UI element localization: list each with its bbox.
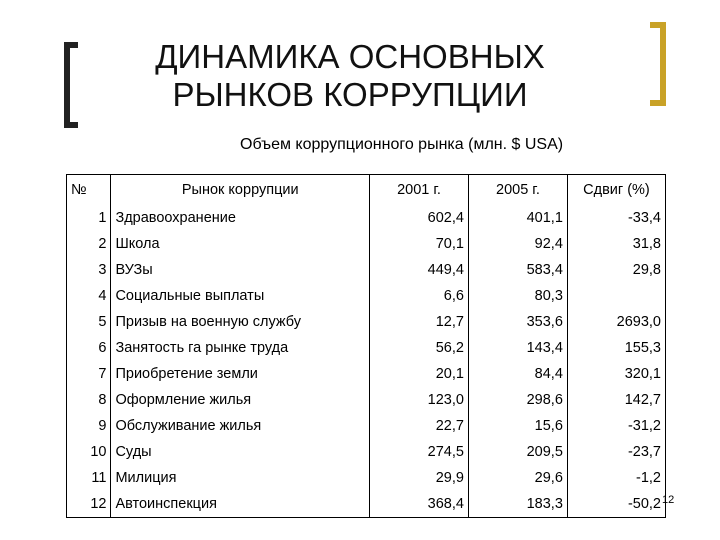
cell-2005: 143,4 xyxy=(468,335,567,361)
cell-2005: 92,4 xyxy=(468,231,567,257)
cell-2005: 80,3 xyxy=(468,283,567,309)
table-caption: Объем коррупционного рынка (млн. $ USA) xyxy=(240,136,564,153)
title-line-1: ДИНАМИКА ОСНОВНЫХ xyxy=(155,38,545,75)
cell-2001: 602,4 xyxy=(370,205,469,231)
table-row xyxy=(67,361,666,387)
cell-2005: 401,1 xyxy=(468,205,567,231)
cell-number: 10 xyxy=(67,439,111,465)
cell-shift: 29,8 xyxy=(567,257,665,283)
cell-2001: 20,1 xyxy=(370,361,469,387)
cell-2005: 183,3 xyxy=(468,491,567,518)
slide-title xyxy=(110,38,590,114)
page-number: 12 xyxy=(662,494,675,506)
cell-2001: 56,2 xyxy=(370,335,469,361)
cell-number: 6 xyxy=(67,335,111,361)
cell-number: 12 xyxy=(67,491,111,518)
cell-market: Здравоохранение xyxy=(111,205,370,231)
header-number: № xyxy=(67,175,111,206)
cell-market: Автоинспекция xyxy=(111,491,370,518)
cell-2005: 15,6 xyxy=(468,413,567,439)
cell-shift: 31,8 xyxy=(567,231,665,257)
cell-number: 8 xyxy=(67,387,111,413)
cell-2001: 12,7 xyxy=(370,309,469,335)
table-row xyxy=(67,283,666,309)
cell-market: Суды xyxy=(111,439,370,465)
left-bracket-decoration xyxy=(64,42,78,128)
cell-2001: 368,4 xyxy=(370,491,469,518)
cell-shift: 142,7 xyxy=(567,387,665,413)
cell-market: Обслуживание жилья xyxy=(111,413,370,439)
cell-market: Призыв на военную службу xyxy=(111,309,370,335)
table-body xyxy=(67,205,666,518)
cell-2001: 22,7 xyxy=(370,413,469,439)
right-bracket-decoration xyxy=(650,22,666,106)
cell-shift: -31,2 xyxy=(567,413,665,439)
cell-2001: 274,5 xyxy=(370,439,469,465)
cell-2001: 70,1 xyxy=(370,231,469,257)
cell-2001: 6,6 xyxy=(370,283,469,309)
cell-2005: 29,6 xyxy=(468,465,567,491)
cell-2001: 29,9 xyxy=(370,465,469,491)
cell-number: 4 xyxy=(67,283,111,309)
cell-number: 9 xyxy=(67,413,111,439)
table-header-row xyxy=(67,175,666,206)
cell-number: 5 xyxy=(67,309,111,335)
cell-shift: 155,3 xyxy=(567,335,665,361)
cell-shift: -23,7 xyxy=(567,439,665,465)
table-row xyxy=(67,413,666,439)
cell-number: 2 xyxy=(67,231,111,257)
cell-2005: 209,5 xyxy=(468,439,567,465)
cell-shift: 320,1 xyxy=(567,361,665,387)
cell-market: Социальные выплаты xyxy=(111,283,370,309)
header-market: Рынок коррупции xyxy=(111,175,370,206)
cell-market: ВУЗы xyxy=(111,257,370,283)
header-2001: 2001 г. xyxy=(370,175,469,206)
table-row xyxy=(67,309,666,335)
cell-2005: 298,6 xyxy=(468,387,567,413)
cell-market: Приобретение земли xyxy=(111,361,370,387)
cell-shift: -1,2 xyxy=(567,465,665,491)
cell-market: Занятость га рынке труда xyxy=(111,335,370,361)
cell-2005: 84,4 xyxy=(468,361,567,387)
cell-market: Оформление жилья xyxy=(111,387,370,413)
title-line-2: РЫНКОВ КОРРУПЦИИ xyxy=(172,76,528,113)
cell-number: 1 xyxy=(67,205,111,231)
header-shift: Сдвиг (%) xyxy=(567,175,665,206)
table-row xyxy=(67,335,666,361)
cell-number: 11 xyxy=(67,465,111,491)
table-row xyxy=(67,387,666,413)
cell-shift: -33,4 xyxy=(567,205,665,231)
cell-shift: -50,2 xyxy=(567,491,665,518)
table-row xyxy=(67,205,666,231)
cell-shift: 2693,0 xyxy=(567,309,665,335)
cell-2005: 583,4 xyxy=(468,257,567,283)
cell-2001: 123,0 xyxy=(370,387,469,413)
cell-2001: 449,4 xyxy=(370,257,469,283)
cell-market: Школа xyxy=(111,231,370,257)
table-row xyxy=(67,257,666,283)
table-row xyxy=(67,491,666,518)
corruption-markets-table xyxy=(66,174,666,518)
header-2005: 2005 г. xyxy=(468,175,567,206)
table-row xyxy=(67,231,666,257)
cell-number: 3 xyxy=(67,257,111,283)
cell-shift xyxy=(567,283,665,309)
table-row xyxy=(67,465,666,491)
table-row xyxy=(67,439,666,465)
cell-market: Милиция xyxy=(111,465,370,491)
cell-2005: 353,6 xyxy=(468,309,567,335)
cell-number: 7 xyxy=(67,361,111,387)
